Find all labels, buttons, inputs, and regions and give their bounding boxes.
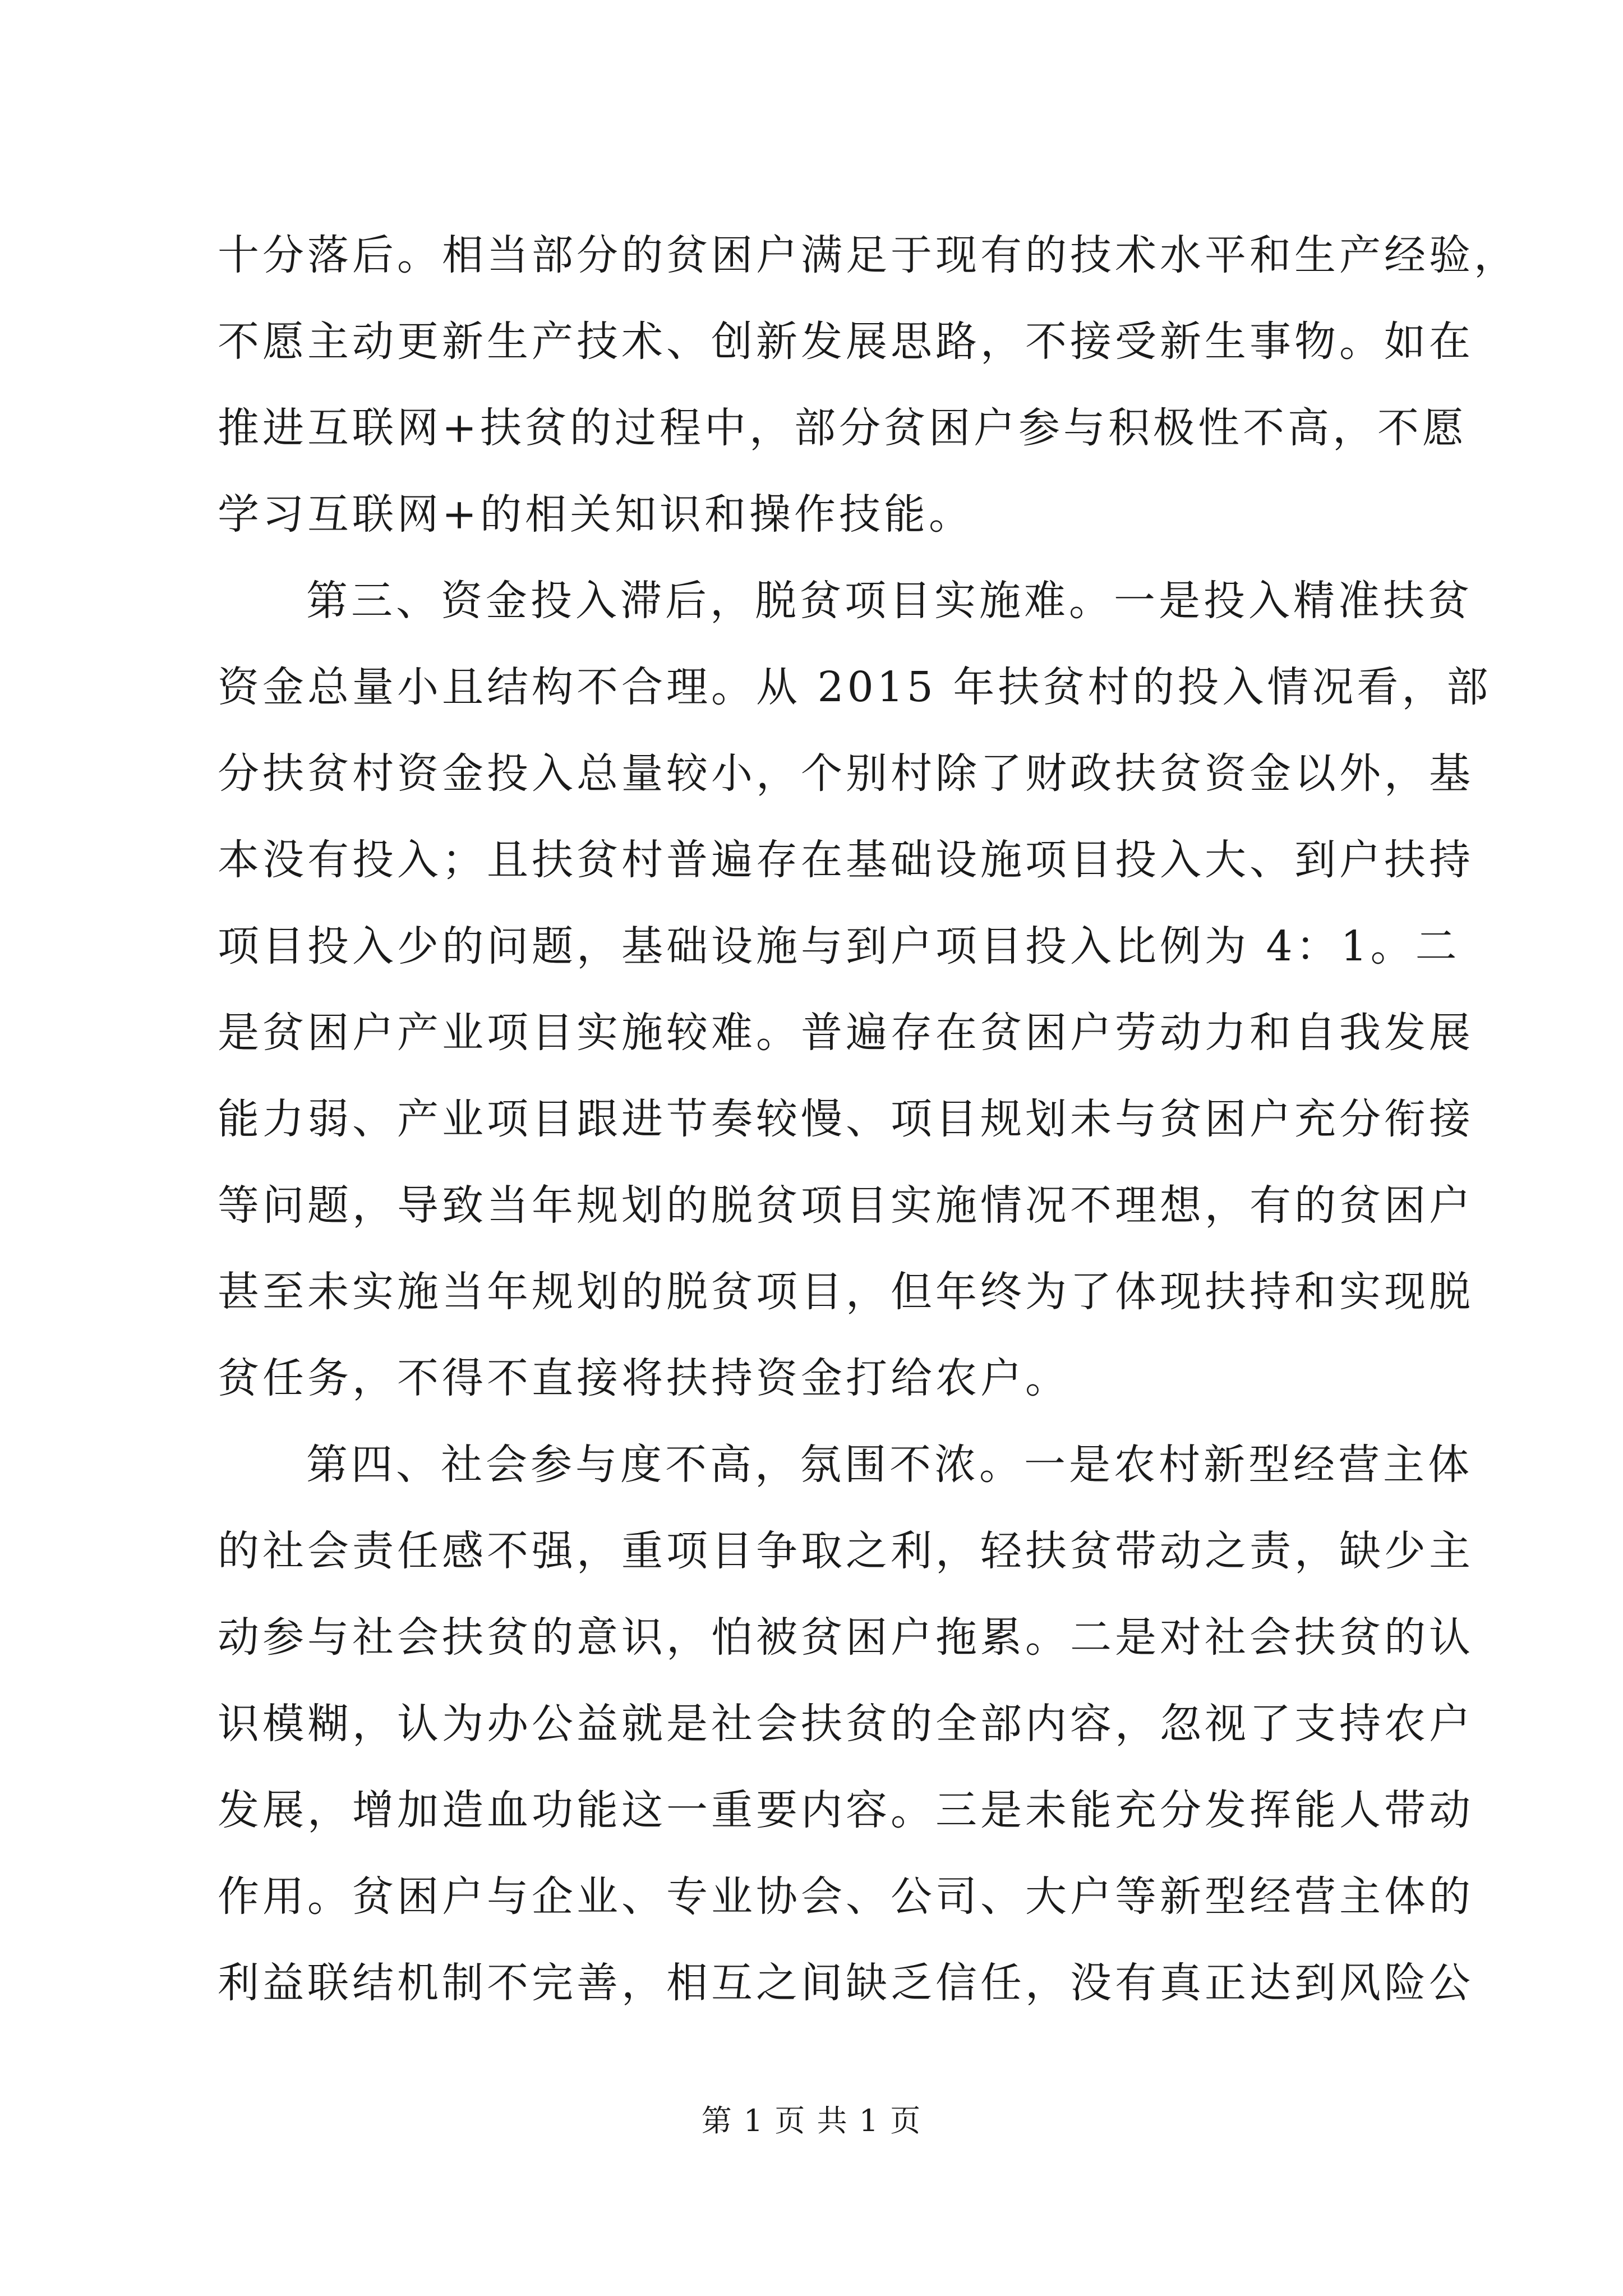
paragraph-start-line: 第三、资金投入滞后，脱贫项目实施难。一是投入精准扶贫 bbox=[306, 577, 1473, 625]
text-line: 识模糊，认为办公益就是社会扶贫的全部内容，忽视了支持农户 bbox=[218, 1700, 1474, 1748]
text-line: 项目投入少的问题，基础设施与到户项目投入比例为 4：1。二 bbox=[218, 922, 1460, 970]
body-text bbox=[218, 212, 1519, 2026]
text-line: 本没有投入；且扶贫村普遍存在基础设施项目投入大、到户扶持 bbox=[218, 836, 1474, 884]
text-line: 十分落后。相当部分的贫困户满足于现有的技术水平和生产经验， bbox=[218, 231, 1519, 279]
text-line: 分扶贫村资金投入总量较小，个别村除了财政扶贫资金以外，基 bbox=[218, 749, 1474, 798]
text-line: 甚至未实施当年规划的脱贫项目，但年终为了体现扶持和实现脱 bbox=[218, 1268, 1474, 1316]
text-line: 学习互联网+的相关知识和操作技能。 bbox=[218, 490, 974, 539]
text-line: 推进互联网+扶贫的过程中，部分贫困户参与积极性不高，不愿 bbox=[218, 404, 1468, 452]
text-line: 动参与社会扶贫的意识，怕被贫困户拖累。二是对社会扶贫的认 bbox=[218, 1613, 1474, 1662]
text-line: 等问题，导致当年规划的脱贫项目实施情况不理想，有的贫困户 bbox=[218, 1181, 1474, 1230]
text-line: 不愿主动更新生产技术、创新发展思路，不接受新生事物。如在 bbox=[218, 318, 1474, 366]
text-line: 是贫困户产业项目实施较难。普遍存在贫困户劳动力和自我发展 bbox=[218, 1009, 1474, 1057]
text-line: 利益联结机制不完善，相互之间缺乏信任，没有真正达到风险公 bbox=[218, 1959, 1474, 2007]
text-line: 作用。贫困户与企业、专业协会、公司、大户等新型经营主体的 bbox=[218, 1872, 1474, 1921]
text-line: 资金总量小且结构不合理。从 2015 年扶贫村的投入情况看，部 bbox=[218, 663, 1492, 711]
text-line: 发展，增加造血功能这一重要内容。三是未能充分发挥能人带动 bbox=[218, 1786, 1474, 1834]
text-line: 能力弱、产业项目跟进节奏较慢、项目规划未与贫困户充分衔接 bbox=[218, 1095, 1474, 1143]
text-line: 贫任务，不得不直接将扶持资金打给农户。 bbox=[218, 1354, 1070, 1402]
text-line: 的社会责任感不强，重项目争取之利，轻扶贫带动之责，缺少主 bbox=[218, 1527, 1474, 1575]
paragraph-start-line: 第四、社会参与度不高，氛围不浓。一是农村新型经营主体 bbox=[306, 1441, 1473, 1489]
page-footer: 第 1 页 共 1 页 bbox=[701, 2103, 922, 2138]
